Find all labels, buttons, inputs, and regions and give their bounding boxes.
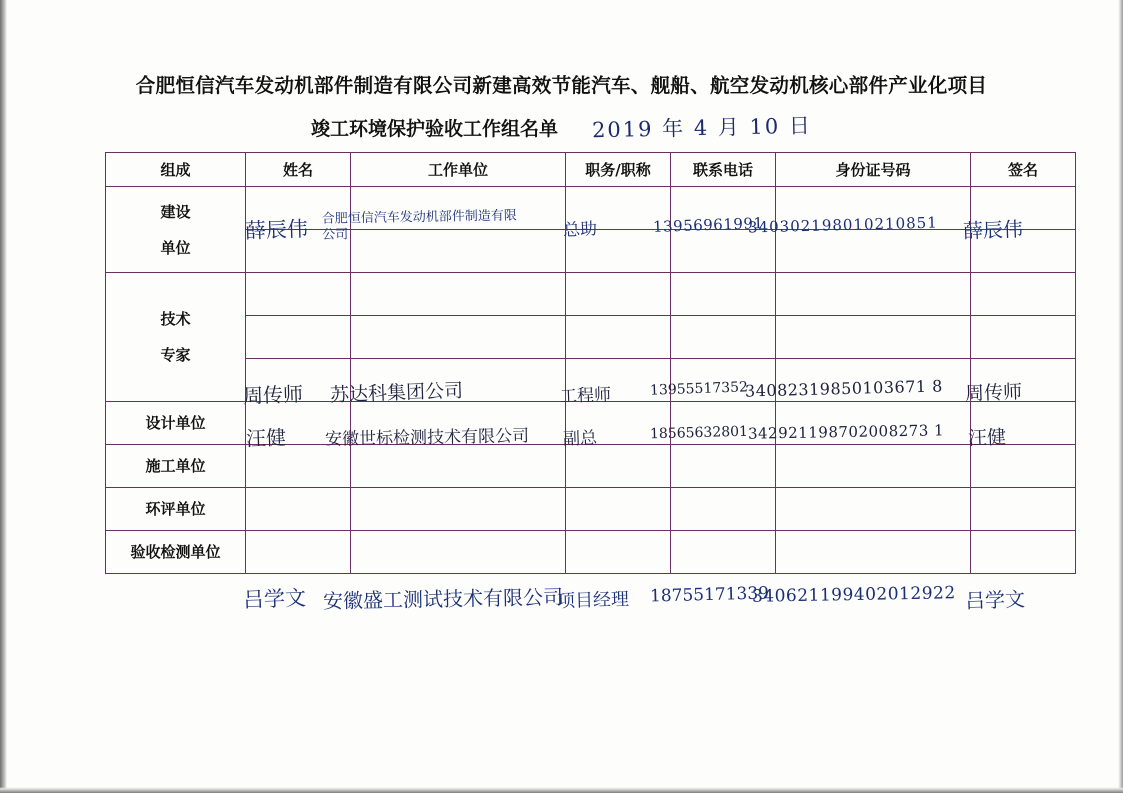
- handwriting-position-acceptance: 项目经理: [556, 589, 630, 612]
- cell-name[interactable]: [246, 359, 351, 402]
- table-row: [106, 273, 1076, 316]
- column-header-phone: 联系电话: [671, 153, 776, 187]
- handwriting-phone-expert-1: 13955517352: [649, 379, 749, 399]
- cell-position[interactable]: [566, 316, 671, 359]
- handwriting-position-expert-1: 工程师: [559, 385, 612, 407]
- cell-work-unit[interactable]: [351, 187, 566, 230]
- table-row: [106, 230, 1076, 273]
- cell-phone[interactable]: [671, 273, 776, 316]
- table-row: [106, 488, 1076, 531]
- cell-signature[interactable]: [971, 531, 1076, 574]
- cell-id-number[interactable]: [776, 488, 971, 531]
- handwriting-id-number-acceptance: 340621199402012922: [751, 583, 956, 607]
- row-label-line2: 专家: [160, 346, 191, 364]
- handwriting-signature-acceptance: 吕学文: [964, 586, 1026, 614]
- cell-work-unit[interactable]: [351, 445, 566, 488]
- handwriting-signature-construction: 薛辰伟: [962, 216, 1024, 244]
- column-header-position: 职务/职称: [566, 153, 671, 187]
- table-row: [106, 445, 1076, 488]
- cell-name[interactable]: [246, 445, 351, 488]
- cell-work-unit[interactable]: [351, 488, 566, 531]
- cell-name[interactable]: [246, 531, 351, 574]
- cell-name[interactable]: [246, 316, 351, 359]
- handwriting-id-number-construction: 340302198010210851: [747, 213, 938, 237]
- cell-name[interactable]: [246, 488, 351, 531]
- handwriting-position-expert-2: 副总: [562, 428, 598, 450]
- cell-position[interactable]: [566, 445, 671, 488]
- handwriting-phone-construction: 13956961991: [652, 214, 764, 236]
- cell-id-number[interactable]: [776, 445, 971, 488]
- cell-name[interactable]: [246, 230, 351, 273]
- cell-id-number[interactable]: [776, 316, 971, 359]
- row-label-line1: 技术: [160, 310, 191, 328]
- cell-phone[interactable]: [671, 230, 776, 273]
- row-label-design-unit: 设计单位: [106, 402, 246, 445]
- cell-signature[interactable]: [971, 316, 1076, 359]
- table-row: [106, 359, 1076, 402]
- cell-work-unit[interactable]: [351, 316, 566, 359]
- column-header-group: 组成: [106, 153, 246, 187]
- cell-name[interactable]: [246, 273, 351, 316]
- handwriting-signature-expert-1: 周传师: [964, 381, 1023, 405]
- handwriting-name-construction: 薛辰伟: [244, 216, 309, 244]
- cell-position[interactable]: [566, 531, 671, 574]
- cell-signature[interactable]: [971, 273, 1076, 316]
- table-header-row: [106, 153, 1076, 187]
- handwritten-date: 2019 年 4 月 10 日: [591, 113, 813, 143]
- cell-id-number[interactable]: [776, 273, 971, 316]
- handwriting-id-number-expert-2: 342921198702008273 1: [747, 421, 945, 443]
- cell-position[interactable]: [566, 187, 671, 230]
- cell-id-number[interactable]: [776, 230, 971, 273]
- work-group-table: [105, 152, 1076, 574]
- column-header-signature: 签名: [971, 153, 1076, 187]
- row-label-eia-unit: 环评单位: [106, 488, 246, 531]
- cell-work-unit[interactable]: [351, 531, 566, 574]
- cell-work-unit[interactable]: [351, 402, 566, 445]
- cell-id-number[interactable]: [776, 187, 971, 230]
- cell-signature[interactable]: [971, 488, 1076, 531]
- cell-name[interactable]: [246, 187, 351, 230]
- table-row: [106, 531, 1076, 574]
- cell-position[interactable]: [566, 273, 671, 316]
- cell-work-unit[interactable]: [351, 359, 566, 402]
- column-header-work-unit: 工作单位: [351, 153, 566, 187]
- cell-id-number[interactable]: [776, 531, 971, 574]
- cell-phone[interactable]: [671, 488, 776, 531]
- handwriting-work-unit-acceptance: 安徽盛工测试技术有限公司: [322, 584, 564, 614]
- column-header-name: 姓名: [246, 153, 351, 187]
- cell-id-number[interactable]: [776, 402, 971, 445]
- document-title-line2: 竣工环境保护验收工作组名单: [311, 118, 559, 140]
- cell-id-number[interactable]: [776, 359, 971, 402]
- handwriting-phone-acceptance: 18755171339: [649, 583, 770, 607]
- cell-signature[interactable]: [971, 445, 1076, 488]
- handwriting-work-unit-construction: 合肥恒信汽车发动机部件制造有限公司: [321, 208, 517, 243]
- column-header-id-number: 身份证号码: [776, 153, 971, 187]
- cell-position[interactable]: [566, 488, 671, 531]
- handwriting-name-acceptance: 吕学文: [242, 585, 307, 613]
- cell-position[interactable]: [566, 230, 671, 273]
- cell-position[interactable]: [566, 402, 671, 445]
- handwriting-id-number-expert-1: 34082319850103671 8: [744, 376, 944, 401]
- cell-phone[interactable]: [671, 187, 776, 230]
- row-label-technical-expert: [106, 273, 246, 402]
- document-title-block: [0, 72, 1123, 142]
- cell-phone[interactable]: [671, 445, 776, 488]
- table-row: [106, 402, 1076, 445]
- cell-position[interactable]: [566, 359, 671, 402]
- cell-work-unit[interactable]: [351, 273, 566, 316]
- row-label-construction-unit: [106, 187, 246, 273]
- document-subtitle-row: [0, 112, 1123, 142]
- handwriting-work-unit-expert-1: 苏达科集团公司: [329, 379, 464, 407]
- scan-edge-bottom: [0, 787, 1123, 793]
- row-label-line2: 单位: [160, 238, 191, 257]
- handwriting-name-expert-1: 周传师: [242, 381, 304, 409]
- handwriting-signature-expert-2: 汪健: [967, 426, 1007, 450]
- cell-signature[interactable]: [971, 402, 1076, 445]
- cell-phone[interactable]: [671, 402, 776, 445]
- cell-phone[interactable]: [671, 531, 776, 574]
- handwriting-name-expert-2: 汪健: [245, 425, 287, 451]
- table-row: [106, 316, 1076, 359]
- cell-work-unit[interactable]: [351, 230, 566, 273]
- handwriting-work-unit-expert-2: 安徽世标检测技术有限公司: [324, 426, 530, 450]
- document-title-line1: 合肥恒信汽车发动机部件制造有限公司新建高效节能汽车、舰船、航空发动机核心部件产业化项目: [135, 74, 988, 97]
- cell-name[interactable]: [246, 402, 351, 445]
- row-label-line1: 建设: [160, 202, 191, 221]
- cell-signature[interactable]: [971, 359, 1076, 402]
- cell-signature[interactable]: [971, 230, 1076, 273]
- cell-phone[interactable]: [671, 359, 776, 402]
- row-label-construction-contractor: 施工单位: [106, 445, 246, 488]
- row-label-acceptance-testing-unit: 验收检测单位: [106, 531, 246, 574]
- handwriting-position-construction: 总助: [562, 219, 598, 241]
- table-row: [106, 187, 1076, 230]
- cell-signature[interactable]: [971, 187, 1076, 230]
- cell-phone[interactable]: [671, 316, 776, 359]
- handwriting-phone-expert-2: 18565632801: [649, 423, 749, 443]
